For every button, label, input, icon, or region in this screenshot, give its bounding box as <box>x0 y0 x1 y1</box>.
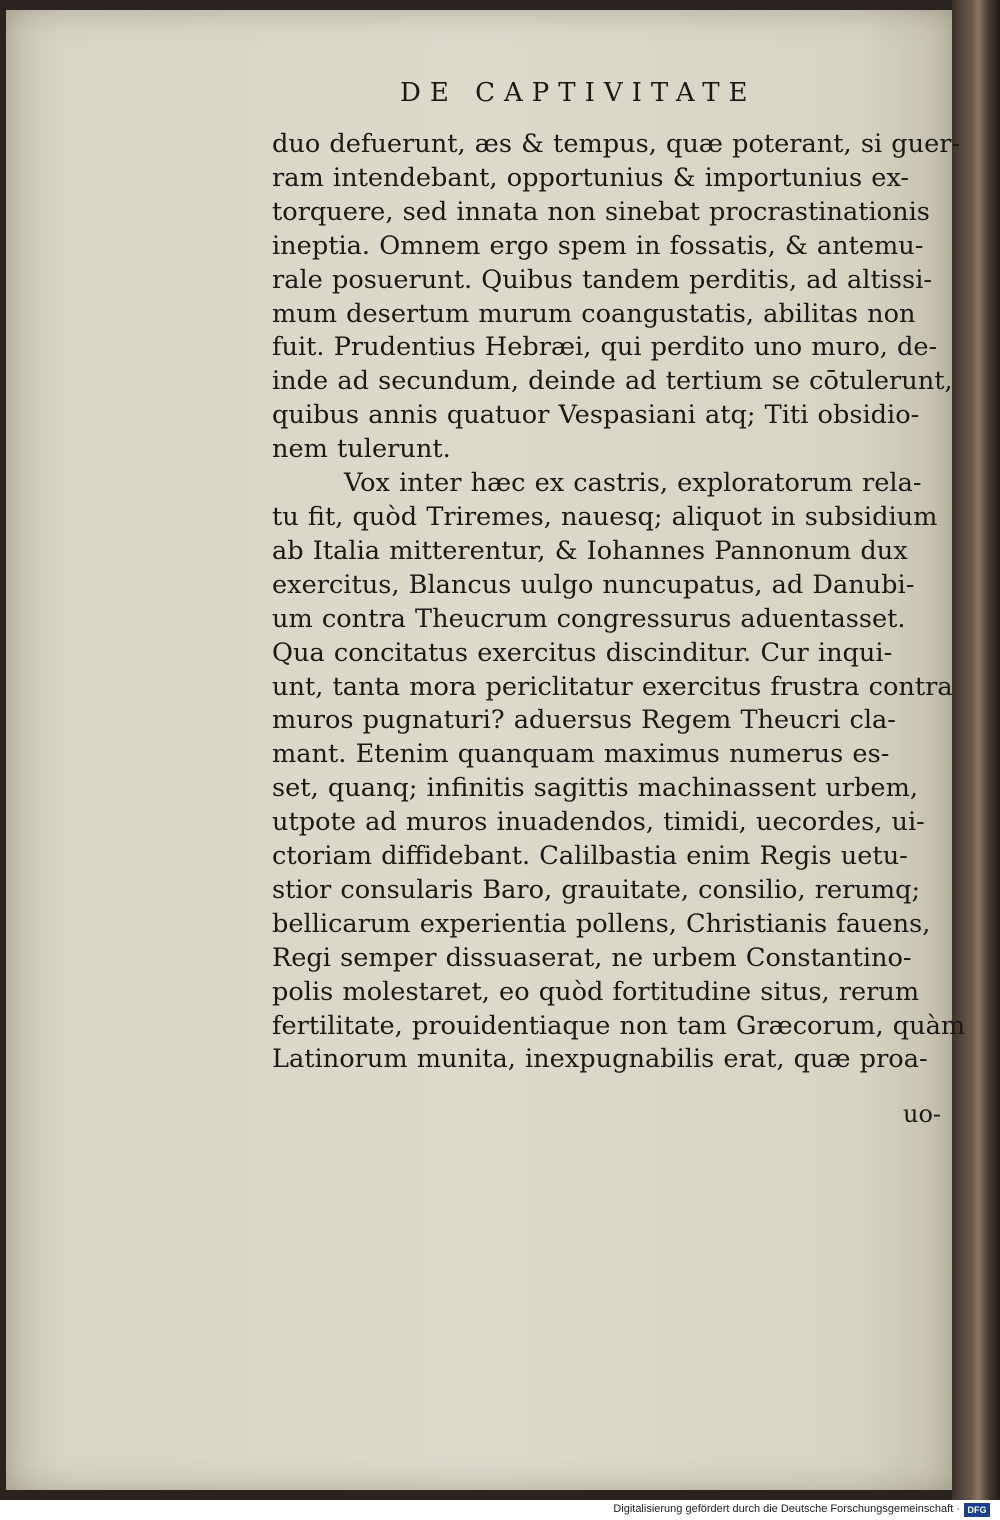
text-line: quibus annis quatuor Vespasiani atq; Titi obsidio- <box>272 400 920 431</box>
text-line: fertilitate, prouidentiaque non tam Græcorum, quàm <box>272 1010 966 1041</box>
text-line: ab Italia mitterentur, & Iohannes Pannonum dux <box>272 535 908 566</box>
text-line: stior consularis Baro, grauitate, consilio, rerumq; <box>272 874 921 905</box>
text-line: Regi semper dissuaserat, ne urbem Constantino- <box>272 942 912 973</box>
text-line: unt, tanta mora periclitatur exercitus frustra contra <box>272 671 953 702</box>
text-line: inde ad secundum, deinde ad tertium se cōtulerunt, <box>272 366 953 397</box>
text-line: set, quanq; infinitis sagittis machinassent urbem, <box>272 773 918 804</box>
text-line: nem tulerunt. <box>272 434 451 465</box>
text-line: um contra Theucrum congressurus aduentasset. <box>272 603 906 634</box>
text-line: Latinorum munita, inexpugnabilis erat, quæ proa- <box>272 1044 928 1075</box>
funding-credit: Digitalisierung gefördert durch die Deutsche Forschungsgemeinschaft · <box>613 1503 960 1515</box>
text-line: bellicarum experientia pollens, Christianis fauens, <box>272 908 931 939</box>
text-line: exercitus, Blancus uulgo nuncupatus, ad Danubi- <box>272 569 915 600</box>
text-line: ram intendebant, opportunius & importunius ex- <box>272 162 910 193</box>
dfg-logo: DFG <box>964 1503 990 1517</box>
text-line: fuit. Prudentius Hebræi, qui perdito uno muro, de- <box>272 332 938 363</box>
text-line: duo defuerunt, æs & tempus, quæ poterant, si guer- <box>272 129 961 159</box>
catchword: uo- <box>903 1100 942 1128</box>
text-line: ineptia. Omnem ergo spem in fossatis, & antemu- <box>272 230 924 261</box>
text-line: polis molestaret, eo quòd fortitudine situs, rerum <box>272 976 920 1007</box>
text-line: mant. Etenim quanquam maximus numerus es- <box>272 739 890 770</box>
text-line: utpote ad muros inuadendos, timidi, uecordes, ui- <box>272 807 925 838</box>
text-line: mum desertum murum coangustatis, abilitas non <box>272 298 916 329</box>
body-text <box>272 128 966 1077</box>
footer-bar <box>0 1500 1000 1520</box>
text-line: torquere, sed innata non sinebat procrastinationis <box>272 196 930 227</box>
text-line: rale posuerunt. Quibus tandem perditis, ad altissi- <box>272 264 933 295</box>
text-line: ctoriam diffidebant. Calilbastia enim Regis uetu- <box>272 841 908 872</box>
text-line: tu fit, quòd Triremes, nauesq; aliquot in subsidium <box>272 501 938 532</box>
text-line: Qua concitatus exercitus discinditur. Cur inqui- <box>272 637 893 668</box>
text-line: muros pugnaturi? aduersus Regem Theucri cla- <box>272 705 896 736</box>
running-title: DE CAPTIVITATE <box>400 78 757 108</box>
paragraph-start-line: Vox inter hæc ex castris, exploratorum rela- <box>344 468 922 499</box>
